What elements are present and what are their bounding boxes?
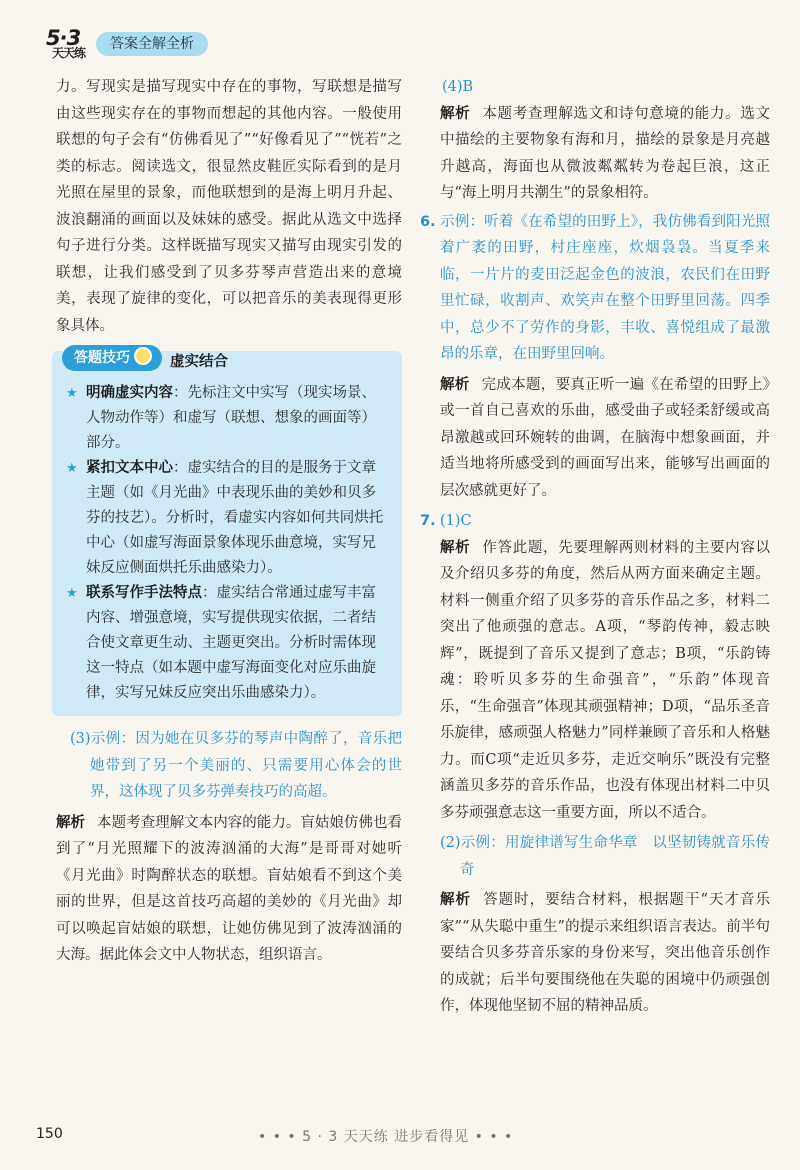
paragraph-continued: 力。写现实是描写现实中存在的事物，写联想是描写由这些现实存在的事物而想起的其他内容。一般使用联想的句子会有“仿佛看见了”“好像看见了”“恍若”之类的标志。阅读选文，很显然皮鞋匠实际看到的是月光照在屋里的景象，而他联想到的是海上明月升起、波浪翻涌的画面以及妹妹的感受。据此从选文中选择句子进行分类。这样既描写现实又描写由现实引发的联想，让我们感受到了贝多芬琴声营造出来的意境美，表现了旋律的变化，可以把音乐的美表现得更形象具体。 (56, 79, 402, 334)
q7-2-analysis: 解析 答题时，要结合材料，根据题干“天才音乐家”“从失聪中重生”的提示来组织语言表达。前半句要结合贝多芬音乐家的身份来写，突出他音乐创作的成就；后半句要围绕他在失聪的困境中仍顽强创作，体现他坚韧不屈的精神品质。 (440, 892, 770, 1014)
right-column (418, 79, 771, 1020)
q7-1-analysis: 解析 作答此题，先要理解两则材料的主要内容以及介绍贝多芬的角度，然后从两方面来确定主题。材料一侧重介绍了贝多芬的音乐作品之多，材料二突出了他顽强的意志。A项，“琴韵传神，毅志映辉”，既提到了音乐又提到了意志；B项，“乐韵铸魂：聆听贝多芬的生命强音”，“乐韵”体现音乐，“生命强音”体现其顽强精神；D项，“品乐圣音乐旋律，感顽强人格魅力”同样兼顾了音乐和人格魅力。而C项“走近贝多芬，走近交响乐”既没有完整涵盖贝多芬的音乐作品，也没有体现出材料二中贝多芬顽强意志这一重要方面，所以不适合。 (440, 539, 771, 821)
q4-answer: (4)B (442, 79, 474, 95)
left-column (56, 74, 402, 969)
logo-text: 天天练 (52, 46, 86, 60)
lightbulb-icon (134, 347, 152, 365)
page-footer (0, 1126, 800, 1150)
footer-slogan: • • • 5 · 3 天天练 进步看得见 • • • (258, 1129, 514, 1145)
question-number: 6. (420, 213, 436, 230)
tip-item: ★ 紧扣文本中心：虚实结合的目的是服务于文章主题（如《月光曲》中表现乐曲的美妙和贝多芬的技艺）。分析时，看虚实内容如何共同烘托中心（如虚写海面景象体现乐曲意境，实写兄妹反应侧面烘托乐曲感染力）。 (62, 456, 388, 581)
star-icon: ★ (66, 586, 78, 601)
star-icon: ★ (66, 386, 78, 401)
question-number: 7. (420, 513, 436, 529)
tip-title: 虚实结合 (170, 354, 228, 370)
tip-item: ★ 明确虚实内容：先标注文中实写（现实场景、人物动作等）和虚写（联想、想象的画面等）部分。 (62, 381, 388, 456)
brand-logo (42, 24, 96, 62)
q3-analysis: 解析 本题考查理解文本内容的能力。盲姑娘仿佛也看到了“月光照耀下的波涛汹涌的大海”是哥哥对她听《月光曲》时陶醉状态的联想。盲姑娘看不到这个美丽的世界，但是这首技巧高超的美妙的《月光曲》却可以唤起盲姑娘的联想，让她仿佛见到了波涛汹涌的大海。据此体会文中人物状态，组织语言。 (56, 814, 402, 963)
logo-number: 5·3 (46, 26, 81, 50)
q3-answer: (3)示例：因为她在贝多芬的琴声中陶醉了，音乐把她带到了另一个美丽的、只需要用心体会的世界，这体现了贝多芬弹奏技巧的高超。 (70, 731, 402, 800)
tip-tag: 答题技巧 (62, 345, 162, 371)
tip-box (52, 351, 402, 716)
section-title: 答案全解全析 (96, 32, 208, 56)
q6-analysis: 解析 完成本题，要真正听一遍《在希望的田野上》或一首自己喜欢的乐曲，感受曲子或轻柔舒缓或高昂激越或回环婉转的曲调，在脑海中想象画面，并适当地将所感受到的画面写出来，能够写出画面的层次感就更好了。 (440, 376, 771, 499)
q7-2-answer: (2)示例：用旋律谱写生命华章 以坚韧铸就音乐传奇 (440, 835, 770, 878)
page-number: 150 (36, 1126, 63, 1142)
tip-item: ★ 联系写作手法特点：虚实结合常通过虚写丰富内容、增强意境，实写提供现实依据，二者结合使文章更生动、主题更突出。分析时需体现这一特点（如本题中虚写海面变化对应乐曲旋律，实写兄妹反应突出乐曲感染力）。 (62, 581, 388, 706)
q4-analysis: 解析 本题考查理解选文和诗句意境的能力。选文中描绘的主要物象有海和月，描绘的景象是月亮越升越高，海面也从微波粼粼转为卷起巨浪，这正与“海上明月共潮生”的景象相符。 (440, 105, 771, 201)
star-icon: ★ (66, 461, 78, 476)
q7-1-answer: 7. (1)C (418, 508, 770, 535)
q6-answer: 6. 示例：听着《在希望的田野上》，我仿佛看到阳光照着广袤的田野，村庄座座，炊烟袅袅。当夏季来临，一片片的麦田泛起金色的波浪，农民们在田野里忙碌，收割声、欢笑声在整个田野里回荡。四季中，总少不了劳作的身影，丰收、喜悦组成了最激昂的乐章，在田野里回响。 (418, 209, 770, 368)
